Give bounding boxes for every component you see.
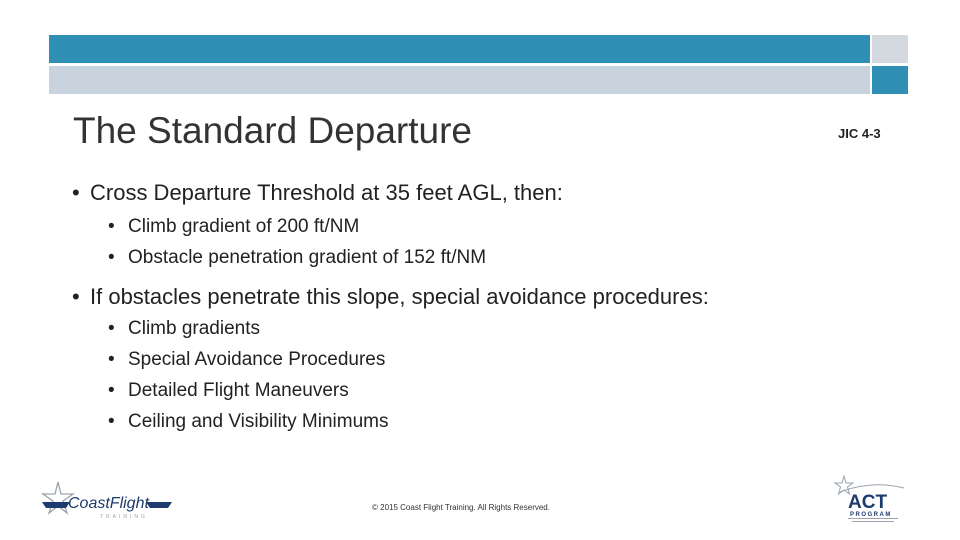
sub-bullet-text: Detailed Flight Maneuvers bbox=[128, 380, 349, 401]
sub-bullet-text: Climb gradients bbox=[128, 318, 260, 339]
slide-title: The Standard Departure bbox=[73, 110, 473, 151]
sub-bullet-1-2 bbox=[108, 247, 486, 269]
sub-bullet-text: Ceiling and Visibility Minimums bbox=[128, 411, 389, 432]
sub-bullet-2-4 bbox=[108, 411, 388, 433]
bullet-dot: • bbox=[108, 411, 115, 432]
header-bar-top bbox=[49, 35, 870, 63]
bullet-dot: • bbox=[108, 380, 115, 401]
bullet-dot: • bbox=[108, 216, 115, 237]
bullet-dot: • bbox=[108, 247, 115, 268]
sub-bullet-2-1 bbox=[108, 318, 260, 340]
logo-left-name: CoastFlight bbox=[68, 495, 149, 512]
bullet-dot: • bbox=[72, 180, 80, 205]
sub-bullet-2-3 bbox=[108, 380, 349, 402]
logo-left-tagline: TRAINING bbox=[100, 514, 148, 520]
sub-bullet-1-1 bbox=[108, 216, 359, 238]
sub-bullet-text: Climb gradient of 200 ft/NM bbox=[128, 216, 360, 237]
bullet-dot: • bbox=[108, 318, 115, 339]
slide-code: JIC 4-3 bbox=[838, 126, 881, 141]
copyright-footer: © 2015 Coast Flight Training. All Rights Reserved. bbox=[372, 503, 550, 512]
bullet-dot: • bbox=[72, 284, 80, 309]
sub-bullet-text: Obstacle penetration gradient of 152 ft/NM bbox=[128, 247, 487, 268]
sub-bullet-2-2 bbox=[108, 349, 385, 371]
logo-right-name: ACT bbox=[848, 492, 888, 513]
bullet-2-text: If obstacles penetrate this slope, special avoidance procedures: bbox=[90, 284, 709, 309]
logo-right-tagline: PROGRAM bbox=[850, 512, 892, 518]
header-bar-mid-side bbox=[872, 66, 908, 94]
act-program-logo bbox=[832, 474, 910, 524]
header-bar-top-side bbox=[872, 35, 908, 63]
header-bar-mid bbox=[49, 66, 870, 94]
bullet-1-text: Cross Departure Threshold at 35 feet AGL, then: bbox=[90, 180, 563, 205]
coastflight-logo bbox=[40, 478, 175, 522]
sub-bullet-text: Special Avoidance Procedures bbox=[128, 349, 386, 370]
bullet-1 bbox=[72, 180, 563, 206]
bullet-2 bbox=[72, 284, 709, 310]
bullet-dot: • bbox=[108, 349, 115, 370]
